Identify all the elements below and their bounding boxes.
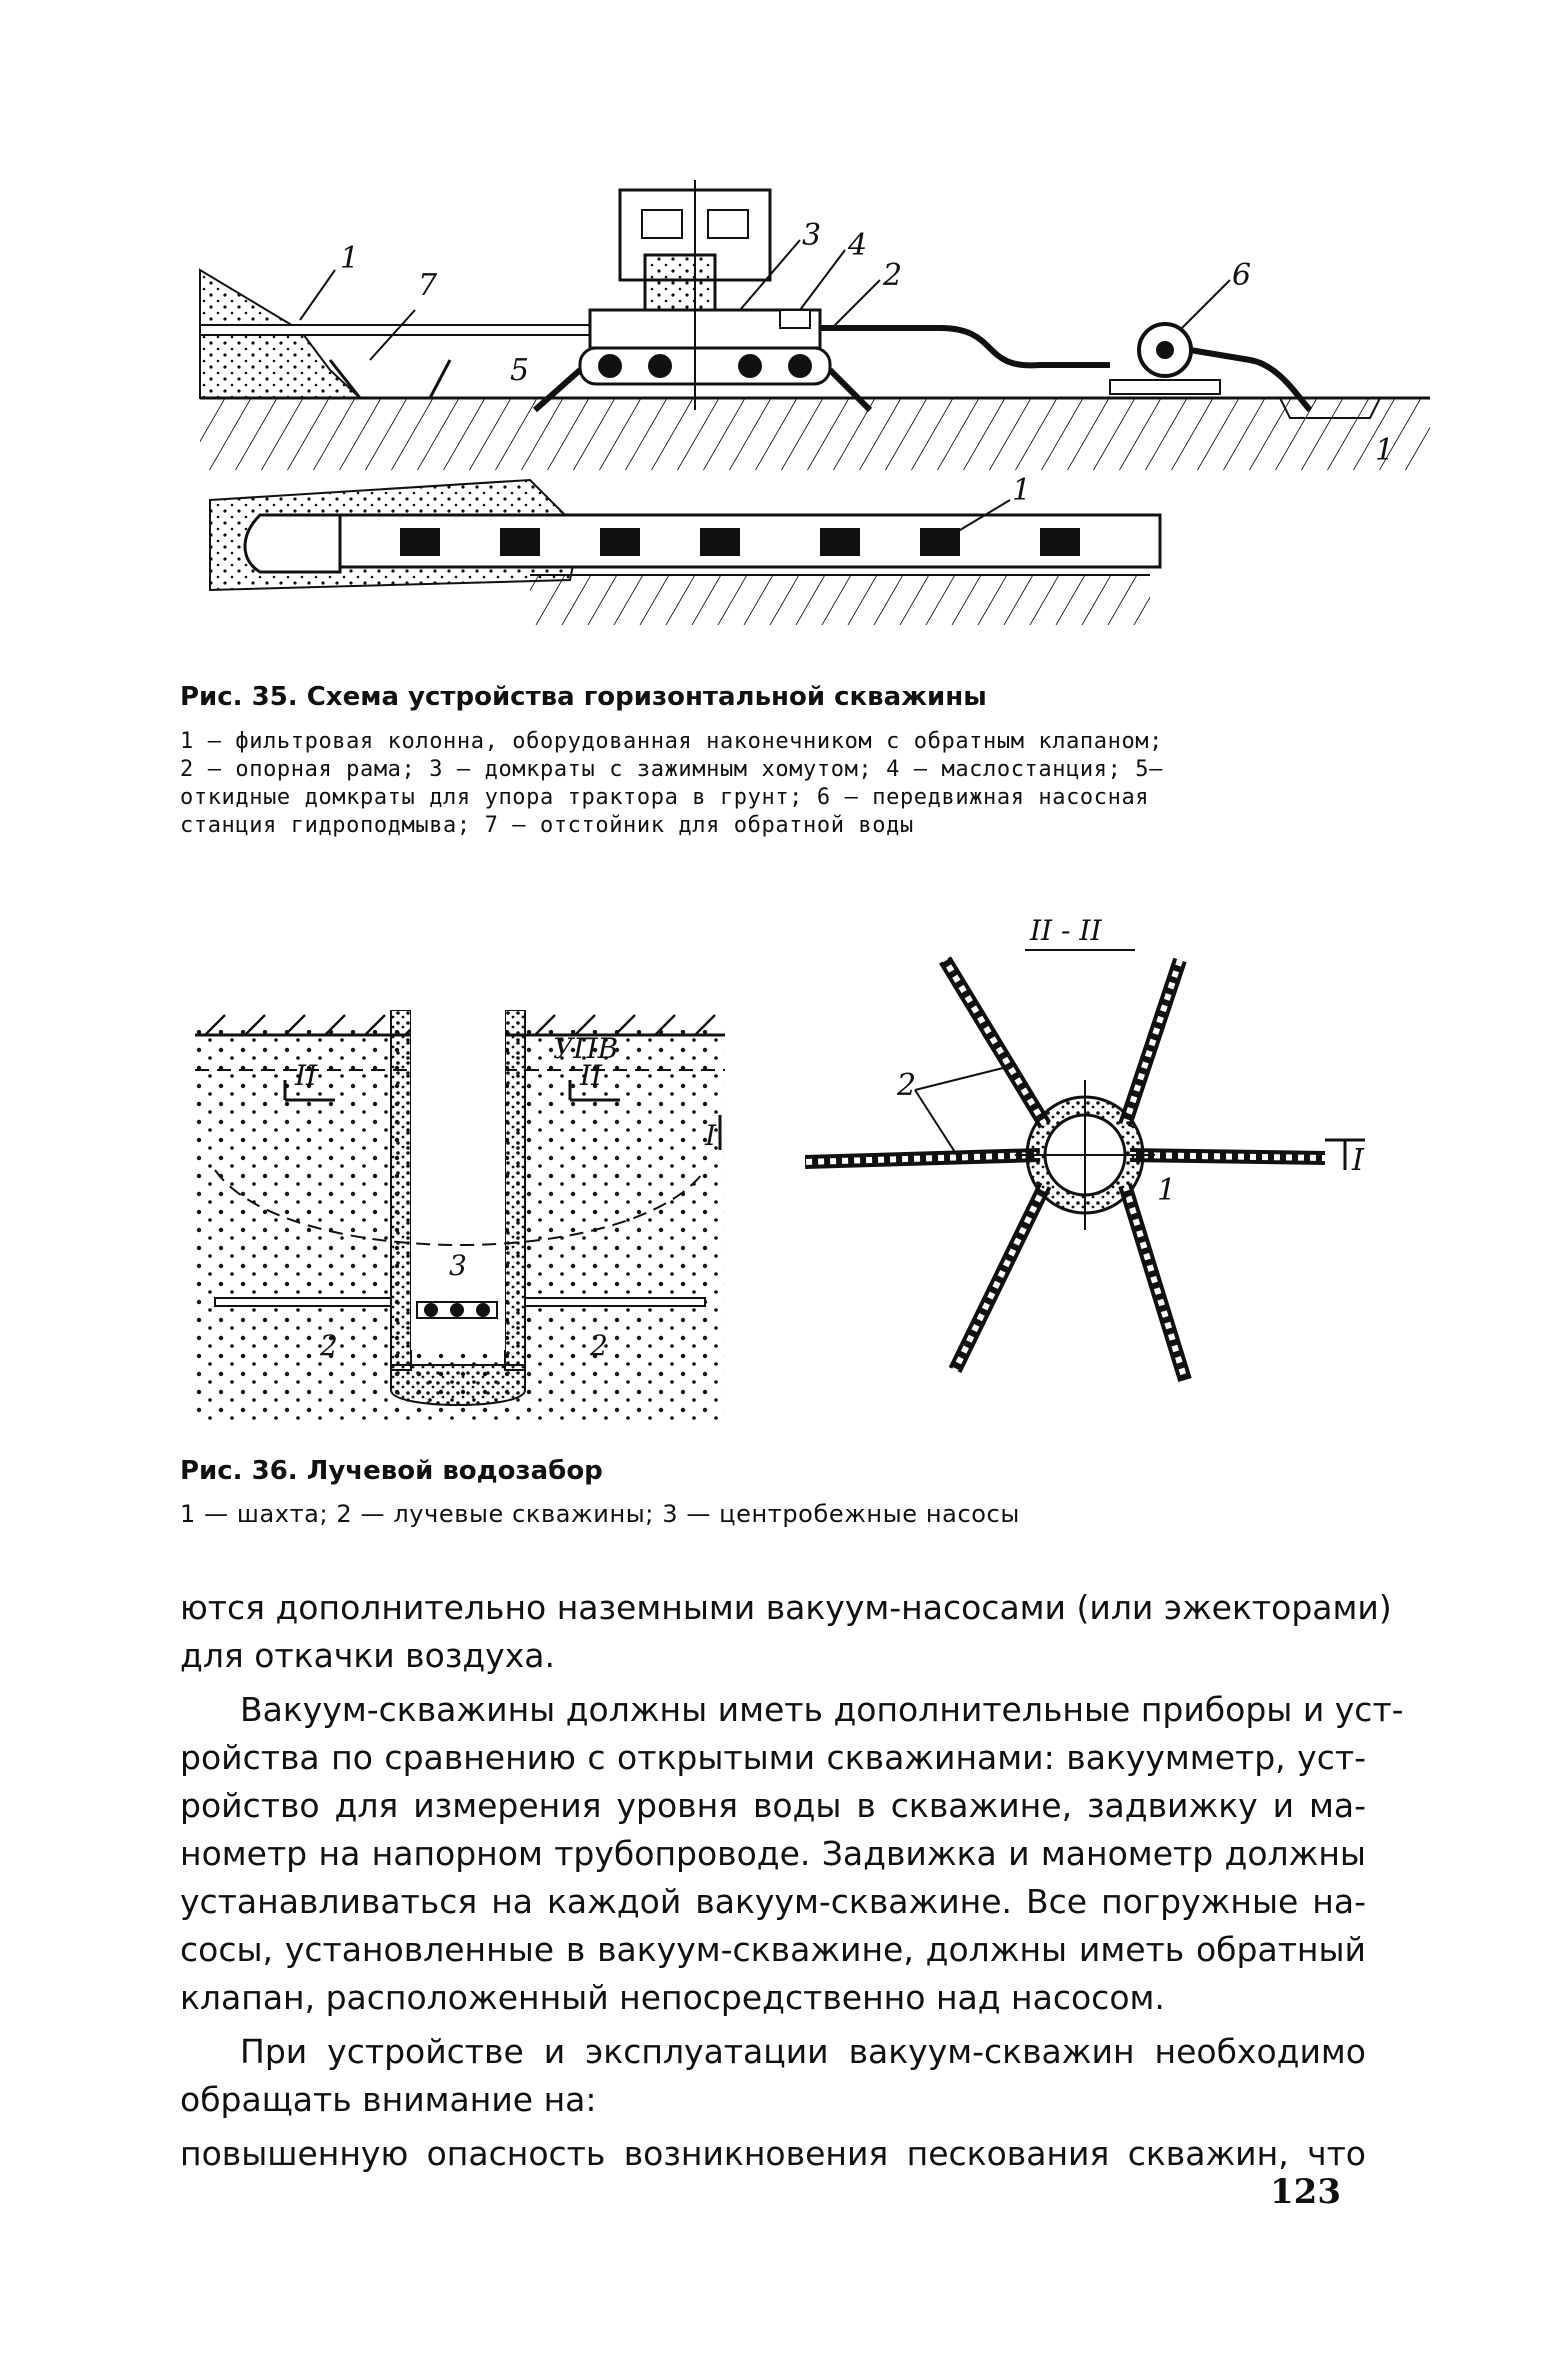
text-line: сосы, установленные в вакуум-скважине, должны иметь обратный xyxy=(180,1930,1366,1969)
fig36-label-pumps: 3 xyxy=(449,1249,467,1282)
figure-35-diagram xyxy=(180,160,1430,640)
fig36-label-cut-right: I xyxy=(1352,1143,1364,1178)
paragraph xyxy=(180,1686,1404,2022)
text-line: ройства по сравнению с открытыми скважинами: вакуумметр, уст- xyxy=(180,1738,1366,1777)
figure-35-legend-line: 2 — опорная рама; 3 — домкраты с зажимным хомутом; 4 — маслостанция; 5— xyxy=(180,757,1164,782)
figure-35-caption-title: Рис. 35. Схема устройства горизонтальной скважины xyxy=(180,682,987,712)
fig36-label-section-left: II xyxy=(295,1059,318,1092)
page-number: 123 xyxy=(1270,2172,1341,2212)
fig36-label-plan-shaft: 1 xyxy=(1157,1173,1177,1208)
text-line: устанавливаться на каждой вакуум-скважине. Все погружные на- xyxy=(180,1882,1366,1921)
fig35-label-5: 5 xyxy=(510,353,530,388)
paragraph xyxy=(180,1584,1392,1680)
figure-36-caption-title: Рис. 36. Лучевой водозабор xyxy=(180,1456,603,1486)
text-line: нометр на напорном трубопроводе. Задвижка и манометр должны xyxy=(180,1834,1366,1873)
text-line: ройство для измерения уровня воды в скважине, задвижку и ма- xyxy=(180,1786,1366,1825)
paragraph xyxy=(180,2130,1366,2178)
fig35-label-1: 1 xyxy=(340,241,360,276)
figure-35-legend-line: откидные домкраты для упора трактора в грунт; 6 — передвижная насосная xyxy=(180,785,1150,810)
text-line: Вакуум-скважины должны иметь дополнительные приборы и уст- xyxy=(240,1690,1404,1729)
body-text xyxy=(180,1584,1404,2178)
text-line: для откачки воздуха. xyxy=(180,1636,555,1675)
text-line: ются дополнительно наземными вакуум-насосами (или эжекторами) xyxy=(180,1588,1392,1627)
fig36-label-section-right: II xyxy=(580,1059,603,1092)
text-line: При устройстве и эксплуатации вакуум-скважин необходимо xyxy=(240,2032,1366,2071)
fig35-label-1-lower: 1 xyxy=(1012,473,1032,508)
figure-35-legend-line: станция гидроподмыва; 7 — отстойник для обратной воды xyxy=(180,813,914,838)
paragraph xyxy=(180,2028,1366,2124)
text-line: обращать внимание на: xyxy=(180,2080,597,2119)
fig36-label-well-left: 2 xyxy=(320,1329,338,1362)
fig35-label-4: 4 xyxy=(848,228,868,263)
fig36-plan-section-title: II - II xyxy=(1030,914,1102,947)
figure-35-legend-line: 1 — фильтровая колонна, оборудованная наконечником с обратным клапаном; xyxy=(180,729,1164,754)
figure-35-legend xyxy=(180,728,1366,840)
fig35-label-7: 7 xyxy=(418,268,438,303)
text-line: клапан, расположенный непосредственно над насосом. xyxy=(180,1978,1165,2017)
fig35-label-2: 2 xyxy=(883,258,903,293)
fig35-label-3: 3 xyxy=(802,218,822,253)
fig36-label-plan-wells: 2 xyxy=(897,1068,917,1103)
text-line: повышенную опасность возникновения пескования скважин, что xyxy=(180,2134,1366,2173)
figure-36-plan xyxy=(805,900,1365,1420)
figure-36-section xyxy=(195,1010,755,1430)
fig35-label-6: 6 xyxy=(1232,258,1252,293)
fig36-label-cut-left: I xyxy=(705,1119,717,1152)
fig36-label-upv: УПВ xyxy=(553,1032,619,1065)
fig36-label-well-right: 2 xyxy=(590,1329,608,1362)
fig35-label-1-ground: 1 xyxy=(1375,433,1395,468)
figure-36-legend-line: 1 — шахта; 2 — лучевые скважины; 3 — центробежные насосы xyxy=(180,1500,1020,1528)
figure-36-legend xyxy=(180,1500,1366,1528)
